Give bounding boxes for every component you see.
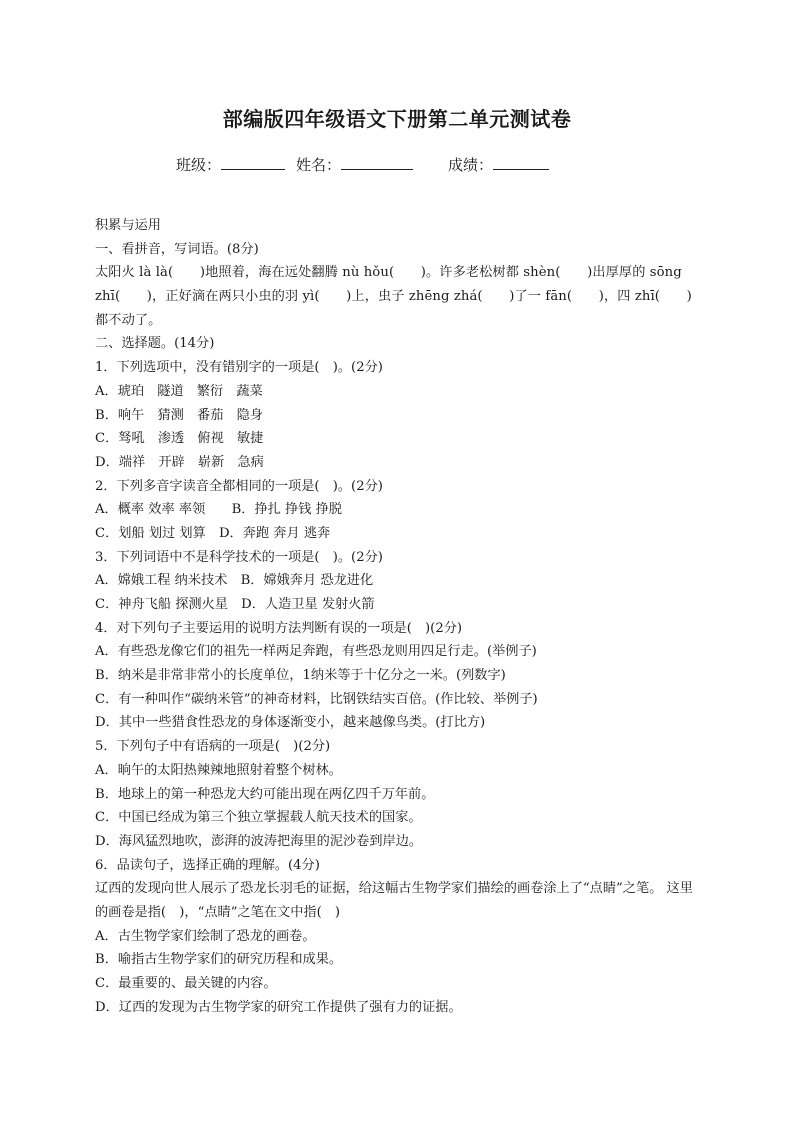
class-label: 班级： (176, 156, 222, 174)
option: A．概率 效率 率领 B．挣扎 挣钱 挣脱 (95, 502, 342, 518)
option: A．古生物学家们绘制了恐龙的画卷。 (95, 928, 316, 944)
section-heading: 积累与运用 (95, 218, 161, 233)
question: 2．下列多音字读音全都相同的一项是( )。(2分) (95, 478, 383, 494)
question: 1．下列选项中，没有错别字的一项是( )。(2分) (95, 360, 383, 376)
question: 6．品读句子，选择正确的理解。(4分) (95, 857, 320, 873)
score-field (448, 154, 549, 175)
option: B．响午 猜测 番茄 隐身 (95, 407, 263, 423)
option: D．其中一些猎食性恐龙的身体逐渐变小，越来越像鸟类。(打比方) (95, 715, 486, 731)
option: B．纳米是非常非常小的长度单位，1纳米等于十亿分之一米。(列数字) (95, 668, 506, 684)
option: C．划船 划过 划算 D．奔跑 奔月 逃奔 (95, 525, 331, 541)
score-blank (493, 155, 549, 170)
option: D．辽西的发现为古生物学家的研究工作提供了强有力的证据。 (95, 999, 462, 1015)
option: C．最重要的、最关键的内容。 (95, 976, 277, 992)
section-heading: 二、选择题。(14分) (95, 336, 215, 352)
page-title: 部编版四年级语文下册第二单元测试卷 (222, 107, 572, 131)
question: 5．下列句子中有语病的一项是( )(2分) (95, 739, 331, 755)
name-blank (341, 155, 413, 170)
score-label: 成绩： (448, 156, 494, 174)
section-heading: 一、看拼音，写词语。(8分) (95, 241, 259, 257)
reading-passage: 辽西的发现向世人展示了恐龙长羽毛的证据，给这幅古生物学家们描绘的画卷涂上了“点睛”之笔。 这里的画卷是指( )，“点睛”之笔在文中指( ) (95, 881, 693, 920)
option: D．海风猛烈地吹，澎湃的波涛把海里的泥沙卷到岸边。 (95, 833, 423, 849)
option: A．嫦娥工程 纳米技术 B．嫦娥奔月 恐龙进化 (95, 573, 374, 589)
option: A．有些恐龙像它们的祖先一样两足奔跑，有些恐龙则用四足行走。(举例子) (95, 644, 537, 660)
exam-content (95, 214, 695, 1019)
option: B．喻指古生物学家们的研究历程和成果。 (95, 952, 343, 968)
class-field (176, 154, 285, 175)
option: C．中国已经成为第三个独立掌握载人航天技术的国家。 (95, 810, 422, 826)
class-blank (221, 155, 285, 170)
option: A．琥珀 隧道 繁衍 蔬菜 (95, 383, 263, 399)
name-field (296, 154, 413, 175)
option: A．晌午的太阳热辣辣地照射着整个树林。 (95, 762, 342, 778)
pinyin-passage: 太阳火 là là( )地照着，海在远处翻腾 nù hǒu( )。许多老松树都 shèn( )出厚厚的 sōng zhī( )，正好滴在两只小虫的羽 yì( )上，虫子 zhēng zhá( )了一 fān( )，四 zhī( )都不动了。 (95, 265, 692, 328)
option: D．端祥 开辟 崭新 急病 (95, 454, 264, 470)
option: B．地球上的第一种恐龙大约可能出现在两亿四千万年前。 (95, 786, 435, 802)
option: C．有一种叫作“碳纳米管”的神奇材料，比钢铁结实百倍。(作比较、举例子) (95, 691, 538, 707)
option: C．神舟飞船 探测火星 D．人造卫星 发射火箭 (95, 597, 375, 613)
name-label: 姓名： (296, 156, 342, 174)
option: C．驽吼 渗透 俯视 敏捷 (95, 431, 264, 447)
question: 4．对下列句子主要运用的说明方法判断有误的一项是( )(2分) (95, 620, 463, 636)
question: 3．下列词语中不是科学技术的一项是( )。(2分) (95, 549, 383, 565)
